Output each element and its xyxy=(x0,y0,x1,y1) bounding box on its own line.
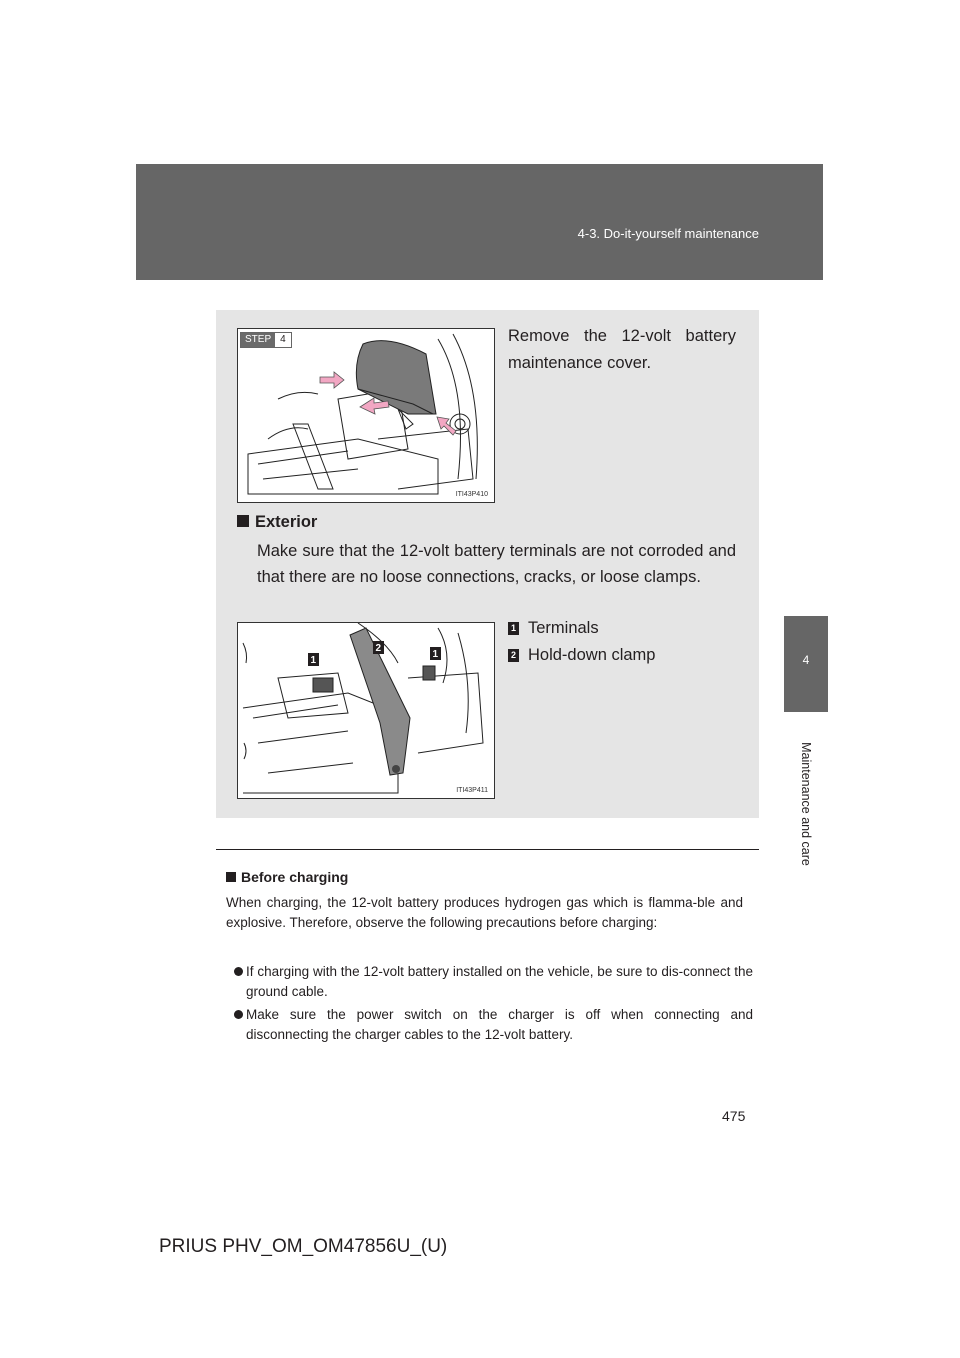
svg-text:1: 1 xyxy=(432,649,439,660)
callout-number: 1 xyxy=(508,622,519,635)
callout-hold-down-clamp xyxy=(508,646,655,665)
divider xyxy=(216,849,759,850)
section-title: 4-3. Do-it-yourself maintenance xyxy=(577,226,759,241)
callout-terminals xyxy=(508,619,599,638)
note-heading-text: Before charging xyxy=(241,869,349,885)
header-band xyxy=(136,164,823,280)
note-body: When charging, the 12-volt battery produces hydrogen gas which is flamma-ble and explosive. Therefore, observe the following precautions before charging: xyxy=(226,895,743,930)
callout-label: Terminals xyxy=(528,619,599,637)
figure-code: ITI43P411 xyxy=(456,787,488,794)
square-bullet-icon xyxy=(226,872,236,882)
square-bullet-icon xyxy=(237,515,249,527)
page-number: 475 xyxy=(722,1108,746,1124)
battery-terminals-illustration xyxy=(238,623,494,798)
note-bullet xyxy=(238,1005,753,1045)
note-heading xyxy=(226,869,348,885)
callout-number: 2 xyxy=(508,649,519,662)
chapter-label xyxy=(794,722,818,872)
svg-text:1: 1 xyxy=(310,655,317,666)
chapter-number: 4 xyxy=(802,653,810,667)
bullet-dot-icon xyxy=(234,967,243,976)
note-bullet-text: Make sure the power switch on the charger is off when connecting and disconnecting the charger cables to the 12-volt battery. xyxy=(246,1007,753,1042)
step-instruction: Remove the 12-volt battery maintenance cover. xyxy=(508,327,736,372)
battery-terminals-figure xyxy=(237,622,495,799)
figure-code: ITI43P410 xyxy=(455,491,488,498)
note-bullet xyxy=(238,962,753,1002)
bullet-dot-icon xyxy=(234,1010,243,1019)
exterior-body: Make sure that the 12-volt battery terminals are not corroded and that there are no loose connections, cracks, or loose clamps. xyxy=(257,542,736,586)
step-label: STEP xyxy=(241,333,275,347)
footer-doc-id: PRIUS PHV_OM_OM47856U_(U) xyxy=(159,1236,448,1257)
step-number: 4 xyxy=(275,333,291,347)
chapter-label-text: Maintenance and care xyxy=(799,742,813,866)
step-badge xyxy=(240,332,292,348)
chapter-tab xyxy=(784,616,828,712)
svg-text:2: 2 xyxy=(375,643,382,654)
note-bullet-text: If charging with the 12-volt battery installed on the vehicle, be sure to dis-connect the ground cable. xyxy=(246,964,753,999)
exterior-heading-text: Exterior xyxy=(255,513,318,531)
exterior-heading xyxy=(237,513,317,532)
callout-label: Hold-down clamp xyxy=(528,646,656,664)
battery-cover-figure xyxy=(237,328,495,503)
battery-cover-illustration xyxy=(238,329,494,502)
